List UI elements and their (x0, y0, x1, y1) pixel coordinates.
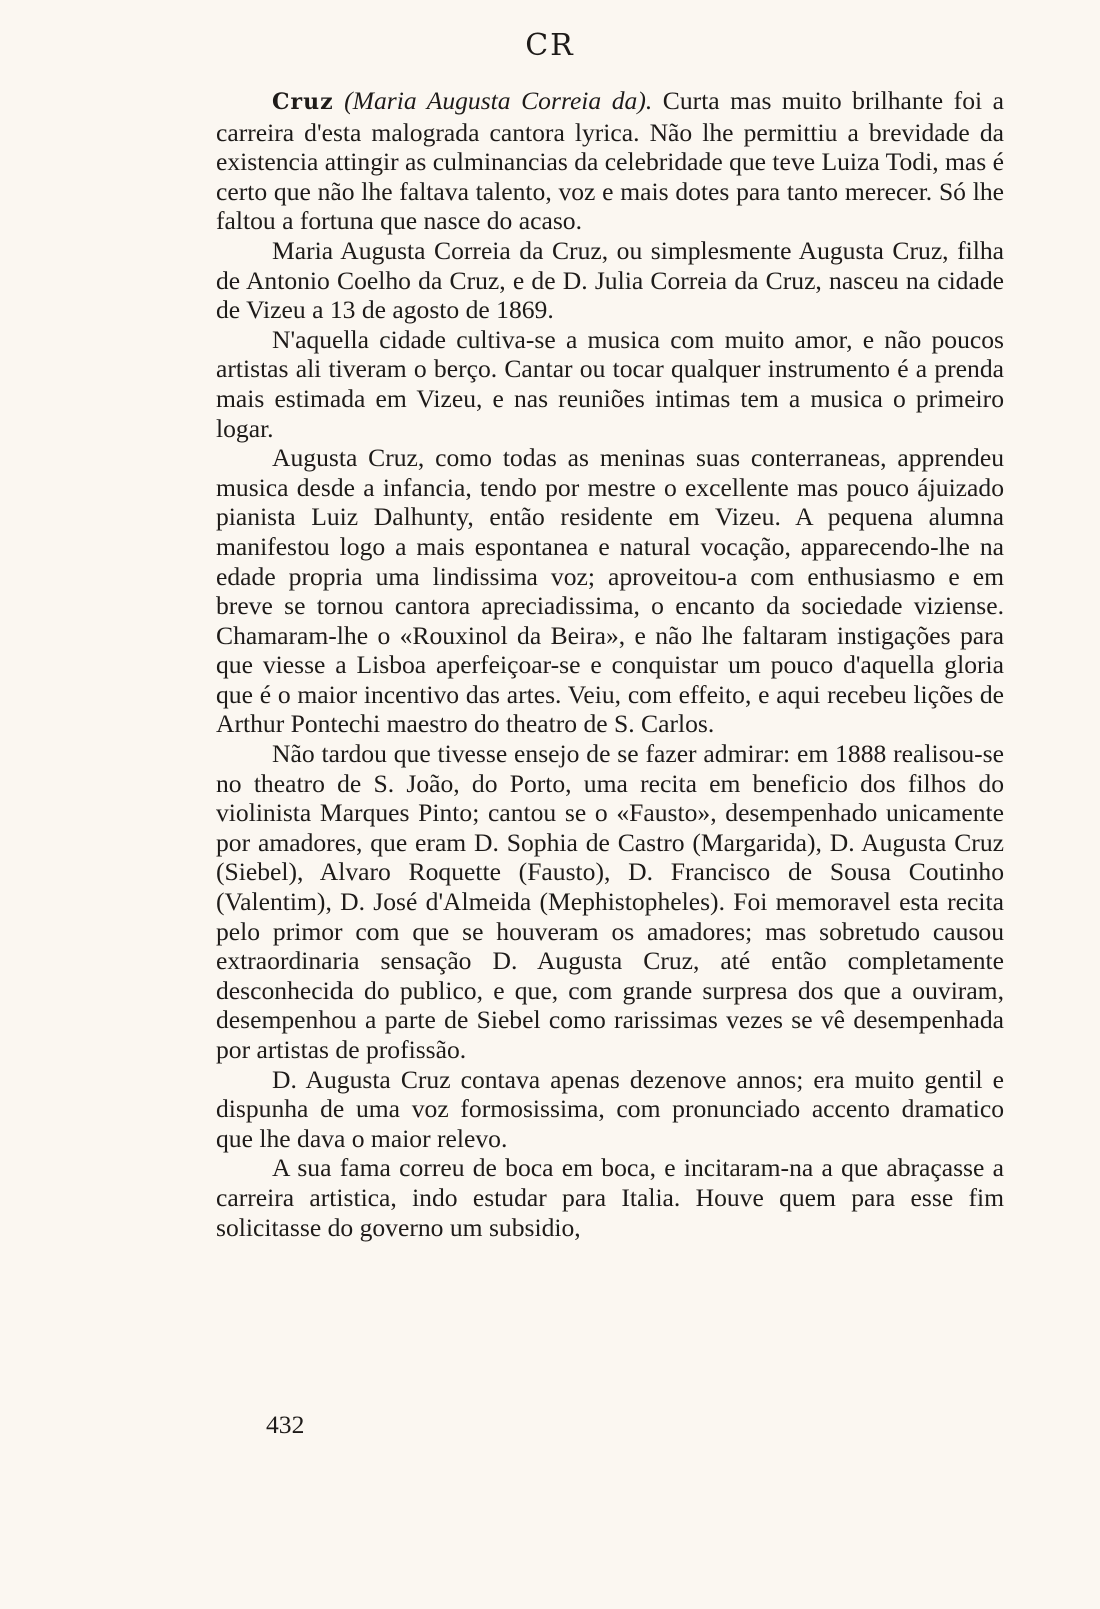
paragraph-1 (216, 86, 1004, 236)
page-number: 432 (266, 1410, 305, 1439)
entry-headword: Cruz (272, 89, 334, 115)
running-head: CR (525, 28, 575, 63)
paragraph-2: Maria Augusta Correia da Cruz, ou simplesmente Augusta Cruz, filha de Antonio Coelho da Cruz, e de D. Julia Correia da Cruz, nasceu na cidade de Vizeu a 13 de agosto de 1869. (216, 235, 1004, 325)
paragraph-7: A sua fama correu de boca em boca, e incitaram-na a que abraçasse a carreira artistica, indo estudar para Italia. Houve quem para esse fim solicitasse do governo um subsidio, (216, 1153, 1004, 1242)
paragraph-5: Não tardou que tivesse ensejo de se fazer admirar: em 1888 realisou-se no theatro de S. João, do Porto, uma recita em beneficio dos filhos do violinista Marques Pinto; cantou se o «Fausto», desempenhado unicamente por amadores, que eram D. Sophia de Castro (Margarida), D. Augusta Cruz (Siebel), Alvaro Roquette (Fausto), D. Francisco de Sousa Coutinho (Valentim), D. José d'Almeida (Mephistopheles). Foi memoravel esta recita pelo primor com que se houveram os amadores; mas sobretudo causou extraordinaria sensação D. Augusta Cruz, até então completamente desconhecida do publico, e que, com grande surpresa dos que a ouviram, desempenhou a parte de Siebel como rarissimas vezes se vê desempenhada por artistas de profissão. (216, 739, 1004, 1064)
paragraph-6: D. Augusta Cruz contava apenas dezenove annos; era muito gentil e dispunha de uma voz formosissima, com pronunciado accento dramatico que lhe dava o maior relevo. (216, 1064, 1004, 1153)
paragraph-3: N'aquella cidade cultiva-se a musica com muito amor, e não poucos artistas ali tiveram o berço. Cantar ou tocar qualquer instrumento é a prenda mais estimada em Vizeu, e nas reuniões intimas tem a musica o primeiro logar. (216, 324, 1004, 443)
entry-text (216, 86, 1004, 1242)
entry-subtitle: (Maria Augusta Correia da). (344, 86, 653, 115)
paragraph-text: Curta mas muito brilhante foi a carreira d'esta malograda cantora lyrica. Não lhe permittiu a brevidade da existencia attingir as culminancias da celebridade que teve Luiza Todi, mas é certo que não lhe faltava talento, voz e mais dotes para tanto merecer. Só lhe faltou a fortuna que nasce do acaso. (216, 86, 1004, 236)
paragraph-4: Augusta Cruz, como todas as meninas suas conterraneas, apprendeu musica desde a infancia, tendo por mestre o excellente mas pouco ájuizado pianista Luiz Dalhunty, então residente em Vizeu. A pequena alumna manifestou logo a mais espontanea e natural vocação, apparecendo-lhe na edade propria uma lindissima voz; aproveitou-a com enthusiasmo e em breve se tornou cantora apreciadissima, o encanto da sociedade viziense. Chamaram-lhe o «Rouxinol da Beira», e não lhe faltaram instigações para que viesse a Lisboa aperfeiçoar-se e conquistar um pouco d'aquella gloria que é o maior incentivo das artes. Veiu, com effeito, e aqui recebeu lições de Arthur Pontechi maestro do theatro de S. Carlos. (216, 443, 1004, 739)
